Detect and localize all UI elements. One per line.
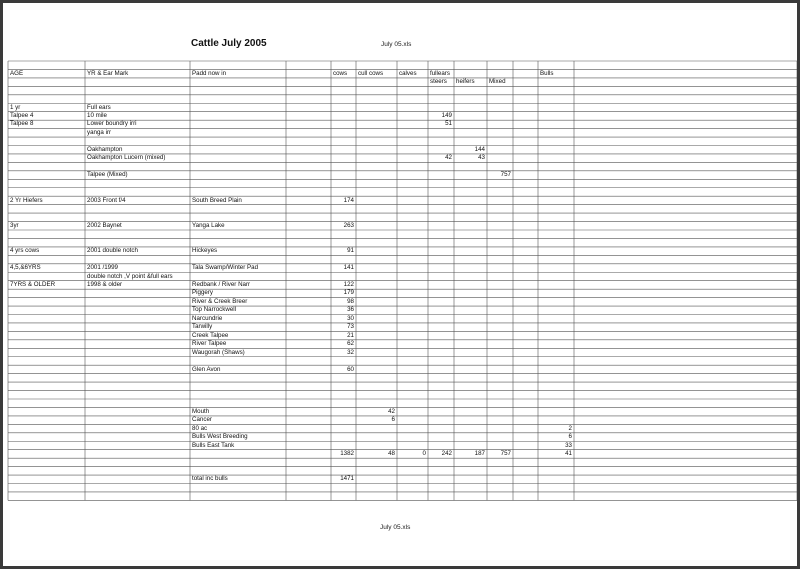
cell-padd: River Talpee — [192, 340, 227, 348]
cell-padd: South Breed Plain — [192, 196, 242, 204]
grid-lines — [3, 3, 797, 566]
cell-cows: 141 — [343, 264, 354, 272]
cell-cows: 263 — [343, 221, 354, 229]
cell-age: 7YRS & OLDER — [10, 281, 56, 288]
cell-padd: Creek Talpee — [192, 331, 229, 339]
header-fullears: fullears — [430, 69, 450, 77]
cell-cows: 30 — [347, 314, 354, 322]
cell-padd: River & Creek Breer — [192, 297, 248, 305]
cell-cows: 73 — [347, 323, 354, 331]
cell-mixed: 757 — [500, 450, 511, 457]
cell-cows: 179 — [343, 289, 354, 297]
cell-cows: 36 — [347, 306, 354, 314]
cell-cull: 48 — [388, 450, 395, 457]
spreadsheet-printout — [3, 3, 797, 566]
cell-bulls: 6 — [568, 433, 572, 441]
cell-age: Talpee 8 — [10, 120, 34, 128]
cell-cows: 62 — [347, 340, 354, 348]
cell-cows: 1471 — [340, 475, 354, 483]
header-calves: calves — [399, 69, 417, 77]
cell-padd: Cancer — [192, 416, 212, 424]
cell-padd: 80 ac — [192, 424, 208, 432]
cell-age: 4 yrs cows — [10, 247, 40, 255]
cell-cows: 60 — [347, 365, 354, 373]
cell-padd: Yanga Lake — [192, 221, 225, 229]
cell-yr: Lower boundry irri — [87, 120, 137, 128]
cell-padd: Hickeyes — [192, 247, 218, 255]
header-paddock: Padd now in — [192, 69, 227, 77]
cell-yr: 10 mile — [87, 112, 107, 119]
header-cows: cows — [333, 69, 348, 77]
cell-age: 4,5,&6YRS — [10, 264, 41, 272]
file-name-footer: July 05.xls — [380, 524, 411, 531]
cell-padd: Glen Avon — [192, 365, 221, 373]
page-title: Cattle July 2005 — [191, 38, 267, 49]
cell-bulls: 41 — [565, 450, 572, 457]
cell-yr: 1998 & older — [87, 281, 123, 288]
cell-yr: 2002 Baynet — [87, 221, 122, 229]
cell-yr: 2001 double notch — [87, 247, 138, 255]
cell-yr: Talpee (Mixed) — [87, 171, 128, 179]
cell-padd: Top Narrockwell — [192, 306, 237, 314]
cell-age: 2 Yr Hiefers — [10, 196, 43, 204]
cell-yr: Full ears — [87, 103, 111, 111]
header-heifers: heifers — [456, 78, 475, 86]
cell-bulls: 33 — [565, 441, 572, 449]
cell-cows: 1382 — [340, 450, 354, 457]
cell-cows: 174 — [343, 196, 354, 204]
cell-yr: double notch ,V point &full ears — [87, 272, 173, 280]
cell-padd: Redbank / River Narr — [192, 281, 251, 288]
cell-padd: Mouth — [192, 407, 210, 415]
cell-cull: 6 — [391, 416, 395, 424]
cell-age: Talpee 4 — [10, 112, 34, 119]
header-mixed: Mixed — [489, 78, 506, 86]
cell-padd: total inc bulls — [192, 475, 228, 483]
header-age: AGE — [10, 69, 24, 77]
cell-steers: 242 — [441, 450, 452, 457]
header-yr-ear-mark: YR & Ear Mark — [87, 69, 129, 77]
cell-heifers: 144 — [474, 145, 485, 153]
cell-cows: 91 — [347, 247, 354, 255]
cell-yr: Oakhampton — [87, 145, 123, 153]
cell-padd: Bulls West Breeding — [192, 433, 248, 441]
cell-calves: 0 — [422, 450, 426, 457]
header-bulls: Bulls — [540, 69, 554, 77]
cell-cull: 42 — [388, 407, 395, 415]
cell-yr: 2003 Front f/4 — [87, 196, 126, 204]
cell-yr: 2001 /1999 — [87, 264, 118, 272]
cell-heifers: 187 — [474, 450, 485, 457]
cell-cows: 122 — [343, 281, 354, 288]
cell-steers: 149 — [441, 112, 452, 119]
cell-cows: 98 — [347, 297, 354, 305]
cell-cows: 32 — [347, 348, 354, 356]
cell-padd: Waugorah (Shaws) — [192, 348, 245, 356]
cell-yr: Oakhampton Lucern (mixed) — [87, 154, 166, 162]
header-steers: steers — [430, 78, 447, 86]
file-name-header: July 05.xls — [381, 41, 412, 48]
cell-padd: Tala Swamp/Winter Pad — [192, 264, 259, 272]
cell-yr: yanga irr — [87, 128, 112, 136]
cell-steers: 51 — [445, 120, 452, 128]
cell-padd: Piggery — [192, 289, 213, 297]
cell-age: 3yr — [10, 221, 19, 229]
cell-mixed: 757 — [500, 171, 511, 179]
cell-heifers: 43 — [478, 154, 485, 162]
cell-age: 1 yr — [10, 103, 21, 111]
cell-bulls: 2 — [568, 424, 572, 432]
cell-padd: Tarwilly — [192, 323, 213, 331]
cell-steers: 42 — [445, 154, 452, 162]
cell-padd: Narcundrie — [192, 314, 223, 322]
cell-padd: Bulls East Tank — [192, 441, 235, 449]
cell-cows: 21 — [347, 331, 354, 339]
header-cull-cows: cull cows — [358, 69, 384, 77]
